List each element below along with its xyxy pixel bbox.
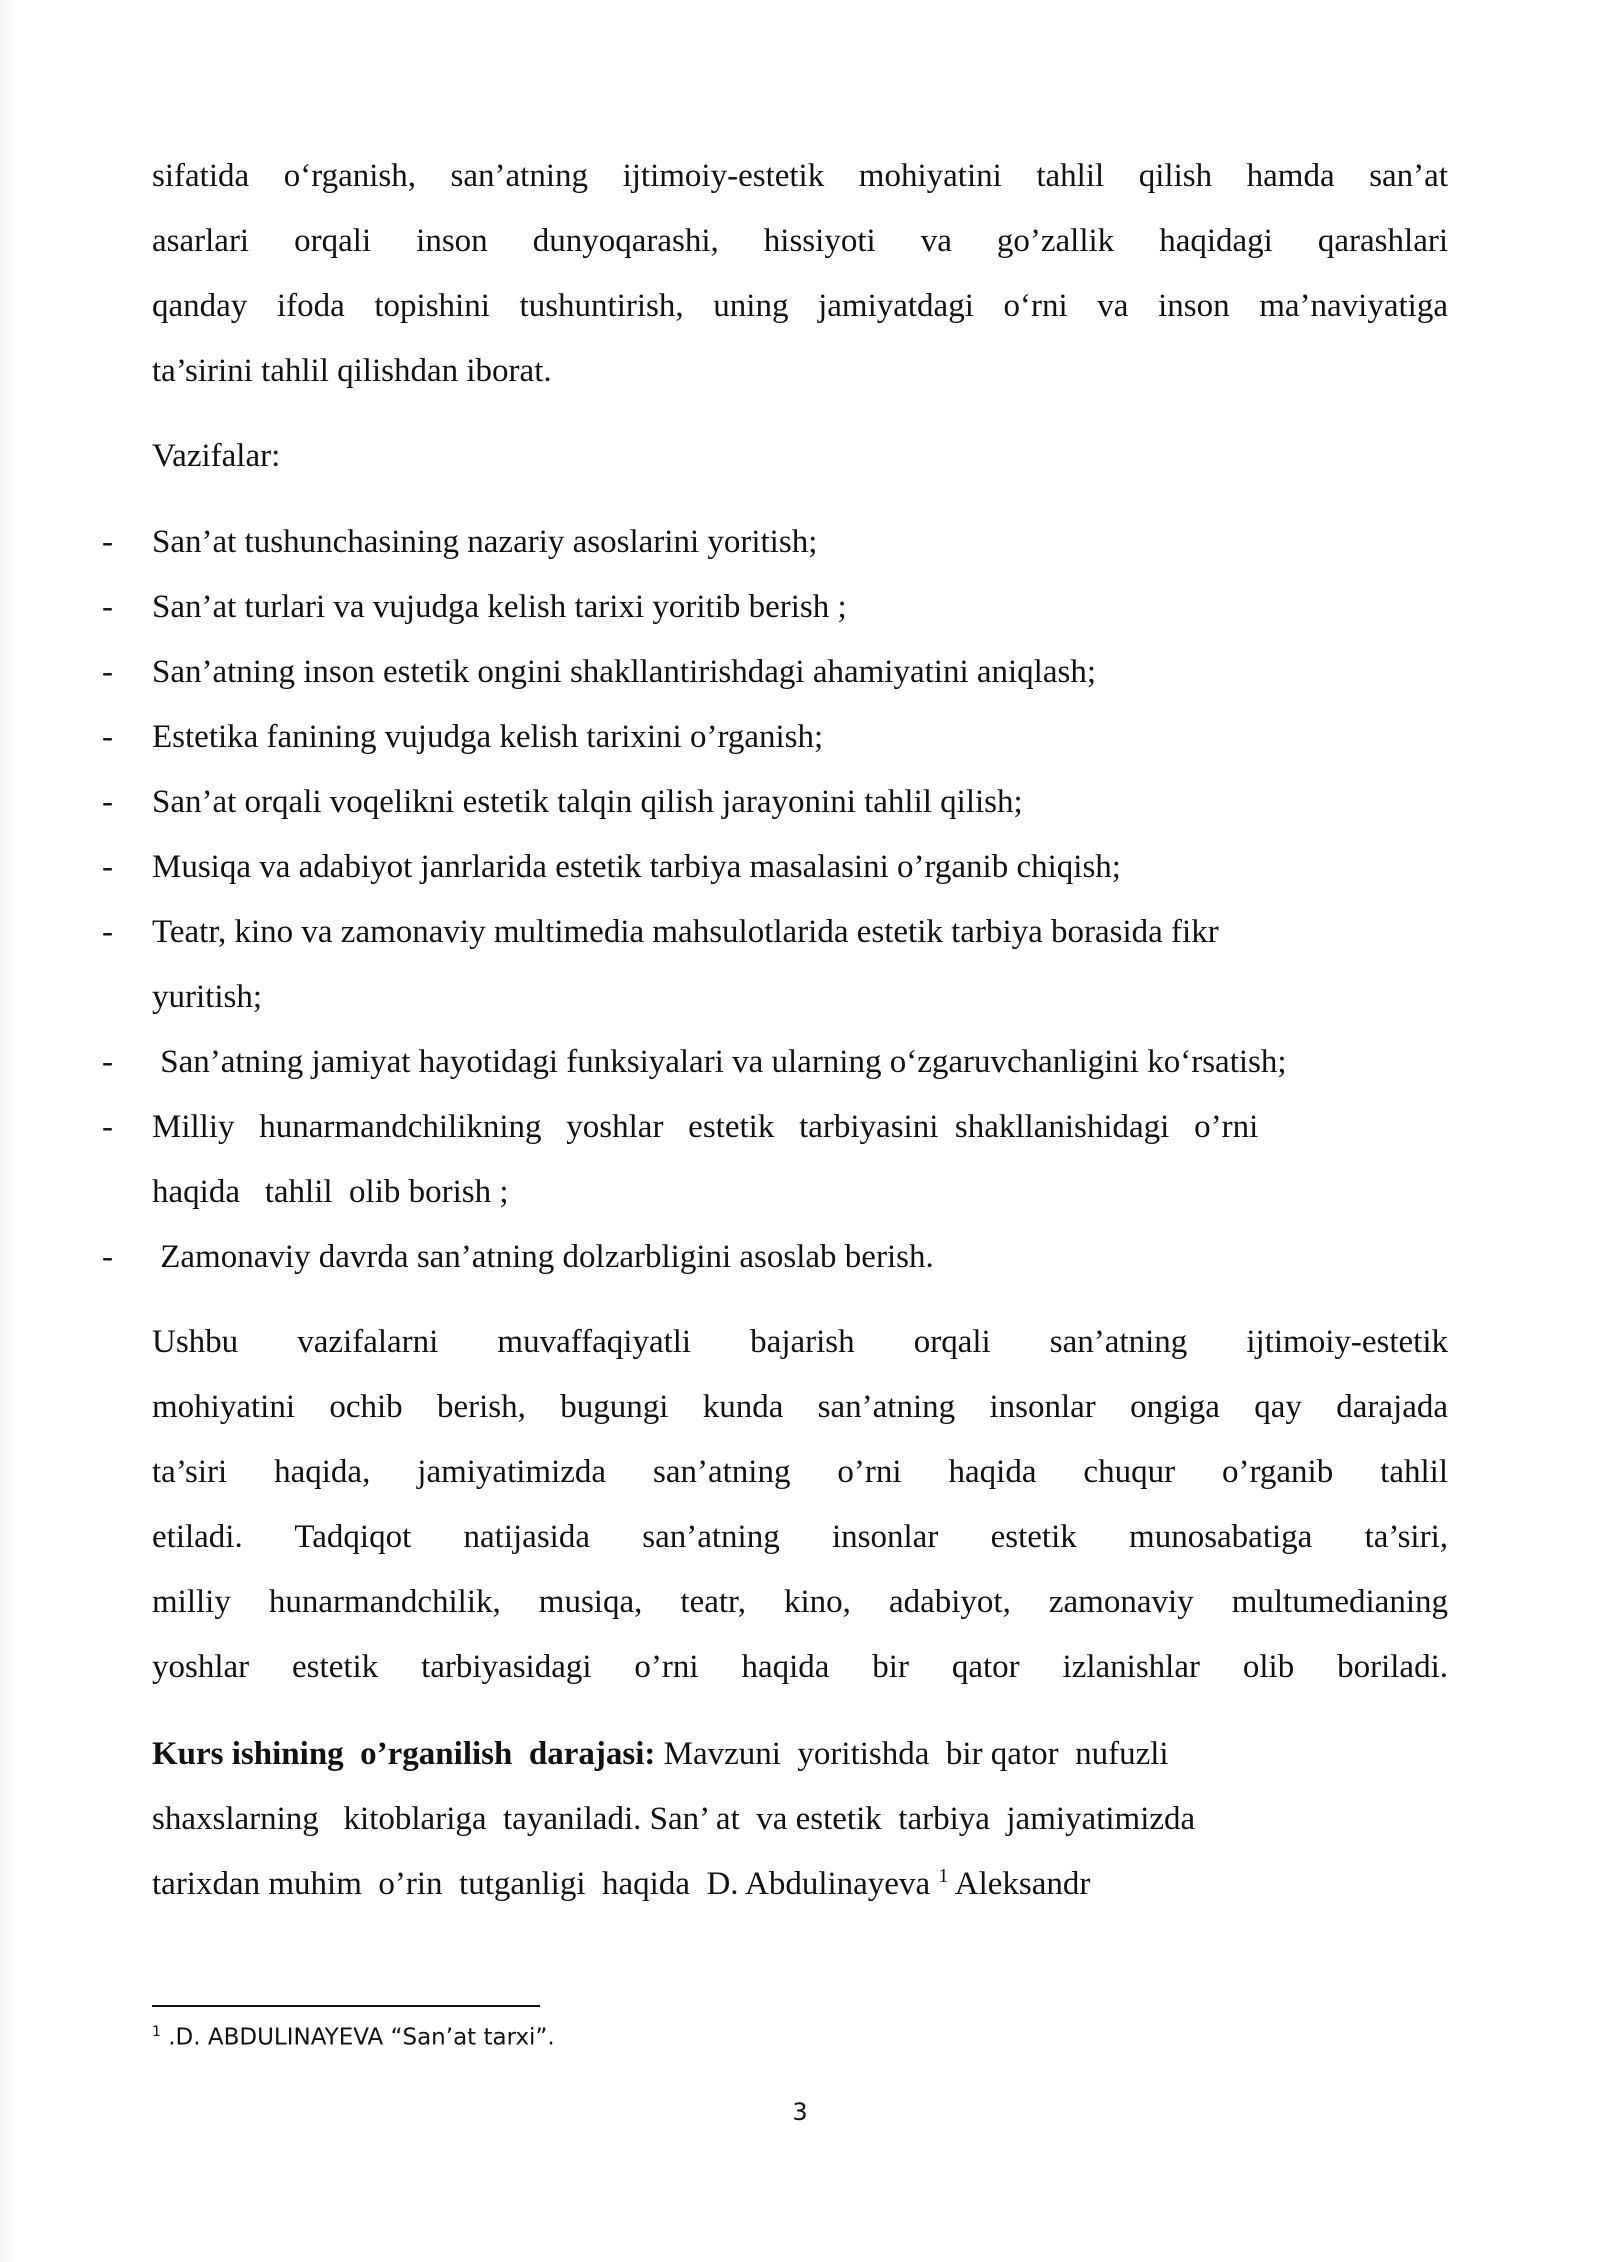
list-dash: - [102,654,113,690]
list-dash: - [102,524,113,560]
task-text-continuation: haqida tahlil olib borish ; [152,1174,509,1210]
list-dash: - [102,719,113,755]
tasks-heading-block [152,424,1448,489]
task-text-continuation: yuritish; [152,979,263,1015]
intro-line: qanday ifoda topishini tushuntirish, uning jamiyatdagi o‘rni va inson ma’naviyatiga [152,288,1448,324]
list-dash: - [102,1109,113,1145]
left-page-shadow [0,0,18,2262]
footnote-text: .D. ABDULINAYEVA “San’at tarxi”. [160,2024,555,2051]
task-list [102,510,1448,1290]
task-text: San’at turlari va vujudga kelish tarixi yoritib berish ; [152,589,847,625]
task-item [102,575,1448,640]
tasks-heading: Vazifalar: [152,438,281,474]
study-degree-section [152,1722,1448,1917]
task-item [102,900,1448,1030]
task-item [102,835,1448,900]
study-degree-text: Mavzuni yoritishda bir qator nufuzli [655,1736,1169,1772]
task-text: Milliy hunarmandchilikning yoshlar estetik tarbiyasini shakllanishidagi o’rni [152,1109,1259,1145]
footnote-separator [152,2005,540,2007]
study-degree-text: tarixdan muhim o’rin tutganligi haqida D. Abdulinayeva [152,1866,939,1902]
task-item [102,1095,1448,1225]
task-item [102,510,1448,575]
list-dash: - [102,914,113,950]
intro-line: ta’sirini tahlil qilishdan iborat. [152,353,552,389]
results-line: mohiyatini ochib berish, bugungi kunda san’atning insonlar ongiga qay darajada [152,1389,1448,1425]
results-paragraph [152,1310,1448,1700]
study-degree-text: Aleksandr [948,1866,1091,1902]
study-degree-line: shaxslarning kitoblariga tayaniladi. San’ at va estetik tarbiya jamiyatimizda [152,1801,1196,1837]
list-dash: - [102,589,113,625]
study-degree-heading: Kurs ishining o’rganilish darajasi: [152,1736,656,1772]
list-dash: - [102,1044,113,1080]
task-text: Teatr, kino va zamonaviy multimedia mahsulotlarida estetik tarbiya borasida fikr [152,914,1219,950]
task-item [102,770,1448,835]
results-line: etiladi. Tadqiqot natijasida san’atning insonlar estetik munosabatiga ta’siri, [152,1519,1448,1555]
task-text: San’at orqali voqelikni estetik talqin qilish jarayonini tahlil qilish; [152,784,1023,820]
task-text: San’atning inson estetik ongini shakllantirishdagi ahamiyatini aniqlash; [152,654,1097,690]
task-item [102,1225,1448,1290]
study-degree-line [152,1852,1448,1917]
intro-paragraph [152,144,1448,404]
page-number: 3 [792,2098,808,2126]
results-line: ta’siri haqida, jamiyatimizda san’atning o’rni haqida chuqur o’rganib tahlil [152,1454,1448,1490]
task-text: San’at tushunchasining nazariy asoslarini yoritish; [152,524,818,560]
intro-line: asarlari orqali inson dunyoqarashi, hissiyoti va go’zallik haqidagi qarashlari [152,223,1448,259]
footnote-reference[interactable]: 1 [938,1865,949,1887]
list-dash: - [102,784,113,820]
list-dash: - [102,849,113,885]
results-line: yoshlar estetik tarbiyasidagi o’rni haqida bir qator izlanishlar olib boriladi. [152,1649,1448,1685]
task-item [102,640,1448,705]
task-text: Musiqa va adabiyot janrlarida estetik tarbiya masalasini o’rganib chiqish; [152,849,1121,885]
task-item [102,705,1448,770]
task-item [102,1030,1448,1095]
list-dash: - [102,1239,113,1275]
intro-line: sifatida o‘rganish, san’atning ijtimoiy-estetik mohiyatini tahlil qilish hamda san’at [152,158,1448,194]
task-text: San’atning jamiyat hayotidagi funksiyalari va ularning o‘zgaruvchanligini ko‘rsatish; [152,1044,1287,1080]
results-line: milliy hunarmandchilik, musiqa, teatr, kino, adabiyot, zamonaviy multumedianing [152,1584,1448,1620]
footnote-mark: 1 [152,2024,161,2040]
footnote [152,2024,555,2051]
task-text: Zamonaviy davrda san’atning dolzarbligini asoslab berish. [152,1239,934,1275]
task-text: Estetika fanining vujudga kelish tarixini o’rganish; [152,719,824,755]
results-line: Ushbu vazifalarni muvaffaqiyatli bajarish orqali san’atning ijtimoiy-estetik [152,1324,1448,1360]
study-degree-line [152,1722,1448,1787]
